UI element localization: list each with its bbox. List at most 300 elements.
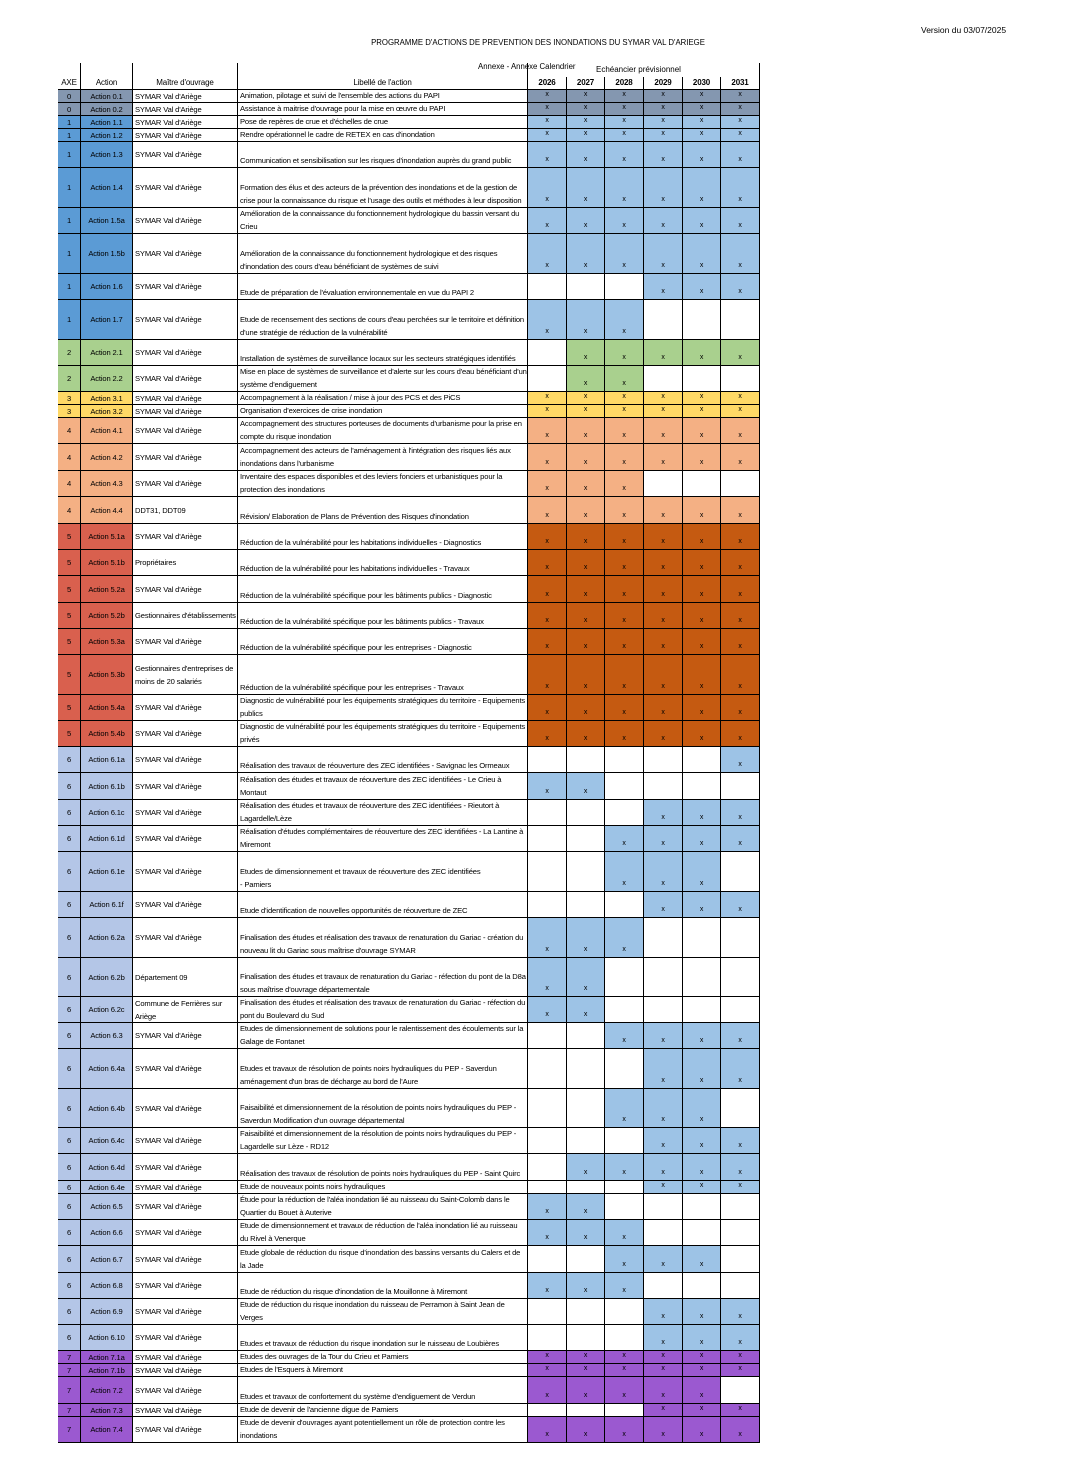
row-year-2031-mark <box>721 1377 760 1404</box>
row-year-2027-mark <box>567 274 605 300</box>
row-year-2029-mark-text: x <box>661 512 665 519</box>
row-year-2028-mark <box>605 550 644 576</box>
row-axe-text: 5 <box>66 584 72 594</box>
row-axe <box>58 418 81 444</box>
row-label-text: Amélioration de la connaissance du fonctionnement hydrologique du bassin versant du Crieu <box>240 209 520 231</box>
row-year-2028-mark <box>605 392 644 405</box>
row-action-id-text: Action 4.3 <box>90 479 123 488</box>
row-year-2028-mark-text: x <box>622 130 626 137</box>
row-action-id-text: Action 6.3 <box>90 1031 123 1040</box>
row-action-id <box>81 892 133 918</box>
row-axe <box>58 497 81 524</box>
row-year-2030-mark <box>683 1417 721 1443</box>
row-year-2027-mark <box>567 721 605 747</box>
row-axe <box>58 852 81 892</box>
row-axe-text: 6 <box>66 933 72 942</box>
row-action-id <box>81 997 133 1023</box>
row-year-2027-mark <box>567 142 605 168</box>
row-year-2029-mark <box>644 721 683 747</box>
row-year-2026-mark-text: x <box>545 1287 549 1294</box>
row-year-2029-mark <box>644 1181 683 1194</box>
row-axe <box>58 1246 81 1273</box>
row-action-id-text: Action 1.4 <box>90 183 123 192</box>
row-year-2028-mark-text: x <box>622 1392 626 1399</box>
row-year-2027-mark <box>567 1089 605 1128</box>
row-label <box>238 524 528 550</box>
row-axe-text: 2 <box>66 348 72 357</box>
row-year-2028-mark <box>605 629 644 655</box>
row-year-2030-mark <box>683 1220 721 1246</box>
row-year-2031-mark <box>721 695 760 721</box>
header-year-2029 <box>644 77 683 90</box>
row-year-2031-mark-text: x <box>738 564 742 571</box>
row-year-2026-mark <box>528 576 567 603</box>
row-year-2028-mark <box>605 1351 644 1364</box>
row-owner-text: SYMAR Val d'Ariège <box>135 755 202 764</box>
row-axe <box>58 90 81 103</box>
row-owner-text: SYMAR Val d'Ariège <box>135 393 202 403</box>
row-year-2031-mark <box>721 826 760 852</box>
row-axe-text: 5 <box>66 611 72 620</box>
row-year-2029-mark <box>644 550 683 576</box>
row-owner-text: SYMAR Val d'Ariège <box>135 91 202 101</box>
row-owner-text: SYMAR Val d'Ariège <box>135 1405 202 1415</box>
row-axe <box>58 129 81 142</box>
row-year-2026-mark <box>528 274 567 300</box>
row-action-id <box>81 576 133 603</box>
row-year-2030-mark-text: x <box>699 840 704 847</box>
row-action-id <box>81 852 133 892</box>
row-axe <box>58 274 81 300</box>
row-owner-text: SYMAR Val d'Ariège <box>135 406 202 416</box>
row-action-id-text: Action 5.2b <box>88 611 125 620</box>
row-owner-text: SYMAR Val d'Ariège <box>135 1307 202 1316</box>
row-axe-text: 5 <box>66 532 72 541</box>
row-year-2029-mark <box>644 497 683 524</box>
row-label-text: Etudes et travaux de résolution de points noirs hydrauliques du PEP - Saverdun aménagement d'un bras de décharge au bord de l'Aure <box>240 1064 497 1086</box>
row-label <box>238 168 528 208</box>
row-axe <box>58 1299 81 1325</box>
row-action-id-text: Action 1.5a <box>88 216 125 225</box>
row-label-text: Réduction de la vulnérabilité spécifique pour les entreprises - Travaux <box>240 683 464 692</box>
row-axe <box>58 168 81 208</box>
row-year-2029-mark <box>644 392 683 405</box>
row-year-2028-mark <box>605 497 644 524</box>
row-year-2029-mark-text: x <box>661 459 665 466</box>
row-year-2026-mark <box>528 1220 567 1246</box>
row-year-2029-mark <box>644 471 683 497</box>
row-label <box>238 695 528 721</box>
row-label-text: Réalisation des études et travaux de réouverture des ZEC identifiées - Le Crieu à Montaut <box>240 775 502 797</box>
row-year-2030-mark-text: x <box>699 104 704 111</box>
row-year-2030-mark-text: x <box>699 617 704 624</box>
row-action-id-text: Action 6.10 <box>88 1333 125 1342</box>
row-year-2028-mark <box>605 655 644 695</box>
row-year-2030-mark <box>683 603 721 629</box>
row-year-2029-mark <box>644 444 683 471</box>
row-year-2030-mark-text: x <box>699 354 704 361</box>
row-label <box>238 1377 528 1404</box>
row-owner-text: SYMAR Val d'Ariège <box>135 479 202 488</box>
row-year-2029-mark <box>644 1404 683 1417</box>
row-year-2026-mark <box>528 747 567 773</box>
row-year-2029-mark <box>644 1154 683 1181</box>
row-year-2029-mark <box>644 418 683 444</box>
row-year-2026-mark-text: x <box>545 328 549 335</box>
row-axe <box>58 918 81 958</box>
row-year-2030-mark-text: x <box>699 91 704 98</box>
row-year-2028-mark-text: x <box>622 117 626 124</box>
row-year-2029-mark <box>644 747 683 773</box>
schedule-header: Echéancier prévisionnel <box>596 65 681 74</box>
row-axe-text: 6 <box>66 834 72 843</box>
row-year-2031-mark-text: x <box>738 709 742 716</box>
row-year-2030-mark-text: x <box>699 538 704 545</box>
row-year-2029-mark-text: x <box>661 288 665 295</box>
row-label <box>238 234 528 274</box>
row-year-2029-mark-text: x <box>661 1313 665 1320</box>
row-year-2031-mark <box>721 471 760 497</box>
row-year-2026-mark-text: x <box>545 709 549 716</box>
row-owner <box>133 1181 238 1194</box>
row-year-2027-mark <box>567 366 605 392</box>
row-label-text: Accompagnement des structures porteuses de documents d'urbanisme pour la prise en compte du risque inondation <box>240 419 522 441</box>
row-year-2031-mark <box>721 997 760 1023</box>
row-year-2028-mark-text: x <box>622 222 626 229</box>
row-year-2026-mark-text: x <box>545 591 549 598</box>
row-label <box>238 997 528 1023</box>
row-action-id <box>81 418 133 444</box>
row-owner <box>133 405 238 418</box>
row-year-2029-mark <box>644 103 683 116</box>
row-year-2031-mark-text: x <box>738 683 742 690</box>
row-year-2028-mark-text: x <box>622 1261 626 1268</box>
row-action-id-text: Action 3.2 <box>90 406 123 416</box>
row-year-2028-mark <box>605 90 644 103</box>
row-year-2028-mark-text: x <box>622 459 626 466</box>
row-year-2027-mark-text: x <box>583 683 588 690</box>
header-year-2029-text: 2029 <box>654 78 672 87</box>
row-year-2027-mark <box>567 1049 605 1089</box>
row-year-2030-mark <box>683 129 721 142</box>
row-year-2029-mark <box>644 773 683 800</box>
row-year-2029-mark-text: x <box>661 1431 665 1438</box>
row-year-2026-mark <box>528 695 567 721</box>
row-axe <box>58 1377 81 1404</box>
row-label <box>238 1404 528 1417</box>
row-axe-text: 5 <box>66 558 72 567</box>
row-year-2029-mark <box>644 1364 683 1377</box>
row-year-2027-mark-text: x <box>583 709 588 716</box>
row-year-2027-mark-text: x <box>583 117 588 124</box>
row-year-2027-mark-text: x <box>583 380 588 387</box>
row-year-2026-mark-text: x <box>545 564 549 571</box>
row-year-2028-mark <box>605 1049 644 1089</box>
row-year-2030-mark <box>683 392 721 405</box>
row-year-2030-mark <box>683 418 721 444</box>
row-action-id-text: Action 6.1f <box>89 900 124 909</box>
row-year-2030-mark-text: x <box>699 406 704 413</box>
row-year-2028-mark-text: x <box>622 1037 626 1044</box>
row-year-2031-mark <box>721 1325 760 1351</box>
row-action-id <box>81 918 133 958</box>
row-label <box>238 1023 528 1049</box>
row-year-2031-mark-text: x <box>738 459 742 466</box>
row-owner <box>133 655 238 695</box>
row-year-2028-mark-text: x <box>622 328 626 335</box>
row-year-2031-mark-text: x <box>738 735 742 742</box>
row-year-2027-mark-text: x <box>583 512 588 519</box>
row-year-2029-mark-text: x <box>661 1037 665 1044</box>
row-year-2028-mark <box>605 1246 644 1273</box>
header-year-2026-text: 2026 <box>538 78 556 87</box>
row-year-2031-mark <box>721 747 760 773</box>
row-year-2027-mark <box>567 1128 605 1154</box>
header-year-2026 <box>528 77 567 90</box>
row-owner <box>133 366 238 392</box>
row-owner-text: SYMAR Val d'Ariège <box>135 703 202 712</box>
row-action-id-text: Action 6.4d <box>88 1162 125 1172</box>
row-year-2031-mark <box>721 444 760 471</box>
row-year-2028-mark <box>605 773 644 800</box>
row-action-id-text: Action 1.6 <box>90 282 123 291</box>
row-year-2029-mark <box>644 576 683 603</box>
row-year-2031-mark-text: x <box>738 840 742 847</box>
row-action-id <box>81 524 133 550</box>
row-owner-text: Propriétaires <box>135 558 177 567</box>
row-year-2026-mark-text: x <box>545 104 549 111</box>
row-year-2031-mark <box>721 773 760 800</box>
row-action-id-text: Action 6.1b <box>88 781 125 791</box>
row-axe <box>58 721 81 747</box>
row-owner-text: SYMAR Val d'Ariège <box>135 933 202 942</box>
row-year-2029-mark-text: x <box>661 840 665 847</box>
row-year-2026-mark <box>528 1246 567 1273</box>
row-year-2029-mark-text: x <box>661 1077 665 1084</box>
row-axe <box>58 603 81 629</box>
row-owner <box>133 208 238 234</box>
row-axe <box>58 444 81 471</box>
row-label <box>238 747 528 773</box>
row-year-2030-mark <box>683 747 721 773</box>
row-year-2029-mark <box>644 892 683 918</box>
row-year-2027-mark <box>567 405 605 418</box>
row-year-2027-mark <box>567 1154 605 1181</box>
row-year-2028-mark <box>605 603 644 629</box>
row-year-2031-mark <box>721 550 760 576</box>
row-label <box>238 1325 528 1351</box>
row-axe <box>58 471 81 497</box>
row-year-2027-mark <box>567 103 605 116</box>
row-year-2026-mark <box>528 1299 567 1325</box>
row-year-2028-mark-text: x <box>622 591 626 598</box>
row-year-2026-mark-text: x <box>545 617 549 624</box>
row-owner <box>133 892 238 918</box>
row-owner <box>133 721 238 747</box>
row-year-2031-mark <box>721 1194 760 1220</box>
row-year-2031-mark-text: x <box>738 906 742 913</box>
row-label-text: Etude de recensement des sections de cours d'eau perchées sur le territoire et définition d'une stratégie de réduction de la vulnérabilité <box>240 315 525 337</box>
row-year-2029-mark <box>644 800 683 826</box>
row-action-id-text: Action 1.1 <box>90 117 123 127</box>
row-action-id-text: Action 6.1d <box>88 834 125 843</box>
row-owner <box>133 1299 238 1325</box>
row-year-2028-mark <box>605 234 644 274</box>
row-label-text: Etudes de dimensionnement et travaux de réouverture des ZEC identifiées - Pamiers <box>240 867 481 889</box>
row-year-2031-mark-text: x <box>738 761 742 768</box>
row-year-2031-mark <box>721 1364 760 1377</box>
row-year-2031-mark <box>721 1181 760 1194</box>
row-year-2026-mark <box>528 997 567 1023</box>
row-year-2030-mark <box>683 1325 721 1351</box>
row-axe <box>58 1194 81 1220</box>
row-owner <box>133 576 238 603</box>
row-year-2027-mark <box>567 392 605 405</box>
row-year-2029-mark-text: x <box>661 432 665 439</box>
row-year-2026-mark <box>528 90 567 103</box>
row-owner <box>133 1023 238 1049</box>
row-year-2028-mark-text: x <box>622 538 626 545</box>
row-year-2031-mark <box>721 655 760 695</box>
row-action-id <box>81 90 133 103</box>
header-label-text: Libellé de l'action <box>353 78 412 87</box>
row-action-id <box>81 1364 133 1377</box>
header-year-2027-text: 2027 <box>576 78 595 87</box>
row-year-2027-mark-text: x <box>583 262 588 269</box>
row-year-2026-mark <box>528 366 567 392</box>
row-year-2026-mark-text: x <box>545 222 549 229</box>
header-owner <box>133 63 238 90</box>
row-action-id-text: Action 1.7 <box>90 315 123 324</box>
row-label <box>238 90 528 103</box>
row-year-2026-mark-text: x <box>545 485 549 492</box>
row-label <box>238 826 528 852</box>
row-label <box>238 1246 528 1273</box>
row-action-id <box>81 471 133 497</box>
row-label <box>238 1089 528 1128</box>
row-year-2031-mark <box>721 168 760 208</box>
row-action-id <box>81 116 133 129</box>
row-year-2028-mark <box>605 576 644 603</box>
row-action-id-text: Action 1.2 <box>90 130 123 140</box>
row-axe-text: 2 <box>66 374 72 383</box>
row-year-2029-mark <box>644 208 683 234</box>
row-year-2028-mark <box>605 366 644 392</box>
row-year-2027-mark-text: x <box>583 156 588 163</box>
row-action-id-text: Action 6.7 <box>90 1254 123 1264</box>
row-owner <box>133 1049 238 1089</box>
row-year-2026-mark <box>528 168 567 208</box>
row-action-id-text: Action 6.8 <box>90 1281 123 1290</box>
row-action-id-text: Action 0.1 <box>90 91 123 101</box>
row-owner <box>133 1154 238 1181</box>
row-year-2031-mark-text: x <box>738 512 742 519</box>
row-owner-text: SYMAR Val d'Ariège <box>135 452 202 462</box>
row-label <box>238 629 528 655</box>
row-year-2028-mark <box>605 1404 644 1417</box>
row-owner-text: SYMAR Val d'Ariège <box>135 104 202 114</box>
row-action-id-text: Action 6.2b <box>88 972 125 982</box>
row-label-text: Etudes des ouvrages de la Tour du Crieu et Pamiers <box>240 1352 409 1361</box>
row-year-2026-mark-text: x <box>545 1365 549 1372</box>
row-owner <box>133 1325 238 1351</box>
row-axe <box>58 392 81 405</box>
row-year-2028-mark <box>605 1128 644 1154</box>
row-year-2027-mark <box>567 444 605 471</box>
row-axe-text: 3 <box>66 406 72 416</box>
row-year-2028-mark <box>605 142 644 168</box>
row-label-text: Faisaibilité et dimensionnement de la résolution de points noirs hydrauliques du PEP - Lagardelle sur Lèze - RD12 <box>240 1129 517 1151</box>
row-year-2029-mark-text: x <box>661 1392 665 1399</box>
row-year-2029-mark-text: x <box>661 156 665 163</box>
row-year-2031-mark-text: x <box>738 1339 742 1346</box>
row-year-2029-mark <box>644 340 683 366</box>
row-year-2028-mark-text: x <box>622 709 626 716</box>
row-year-2027-mark <box>567 418 605 444</box>
row-year-2031-mark <box>721 1404 760 1417</box>
row-owner-text: SYMAR Val d'Ariège <box>135 1031 202 1040</box>
row-axe-text: 6 <box>66 781 72 791</box>
row-year-2026-mark-text: x <box>545 735 549 742</box>
row-year-2026-mark <box>528 208 567 234</box>
row-year-2030-mark <box>683 340 721 366</box>
row-action-id <box>81 497 133 524</box>
row-year-2029-mark-text: x <box>661 1365 665 1372</box>
row-year-2026-mark <box>528 852 567 892</box>
row-axe-text: 4 <box>66 479 72 488</box>
row-year-2026-mark <box>528 497 567 524</box>
row-year-2028-mark <box>605 300 644 340</box>
row-label <box>238 603 528 629</box>
row-year-2030-mark-text: x <box>699 512 704 519</box>
row-axe <box>58 142 81 168</box>
row-axe-text: 6 <box>66 1162 72 1172</box>
row-year-2026-mark <box>528 603 567 629</box>
row-year-2028-mark <box>605 695 644 721</box>
row-year-2028-mark <box>605 168 644 208</box>
row-axe <box>58 1220 81 1246</box>
row-label-text: Etude de devenir de l'ancienne digue de Pamiers <box>240 1405 399 1414</box>
row-year-2030-mark <box>683 116 721 129</box>
header-year-2031-text: 2031 <box>731 78 749 87</box>
row-year-2028-mark-text: x <box>622 380 626 387</box>
row-axe <box>58 826 81 852</box>
row-label <box>238 418 528 444</box>
row-year-2030-mark <box>683 826 721 852</box>
row-year-2028-mark <box>605 1194 644 1220</box>
row-year-2029-mark <box>644 524 683 550</box>
row-action-id <box>81 444 133 471</box>
row-year-2030-mark-text: x <box>699 1365 704 1372</box>
row-year-2029-mark-text: x <box>661 91 665 98</box>
row-year-2029-mark <box>644 116 683 129</box>
row-year-2030-mark-text: x <box>699 564 704 571</box>
row-axe-text: 6 <box>66 755 72 764</box>
row-year-2028-mark-text: x <box>622 1365 626 1372</box>
row-owner-text: SYMAR Val d'Ariège <box>135 1103 202 1113</box>
row-owner <box>133 603 238 629</box>
row-owner <box>133 1246 238 1273</box>
row-year-2030-mark <box>683 918 721 958</box>
row-owner <box>133 852 238 892</box>
row-year-2027-mark <box>567 918 605 958</box>
row-year-2028-mark-text: x <box>622 880 626 887</box>
row-year-2026-mark <box>528 800 567 826</box>
row-year-2027-mark <box>567 1273 605 1299</box>
row-owner-text: SYMAR Val d'Ariège <box>135 900 202 909</box>
row-year-2029-mark <box>644 90 683 103</box>
row-owner-text: SYMAR Val d'Ariège <box>135 315 202 324</box>
